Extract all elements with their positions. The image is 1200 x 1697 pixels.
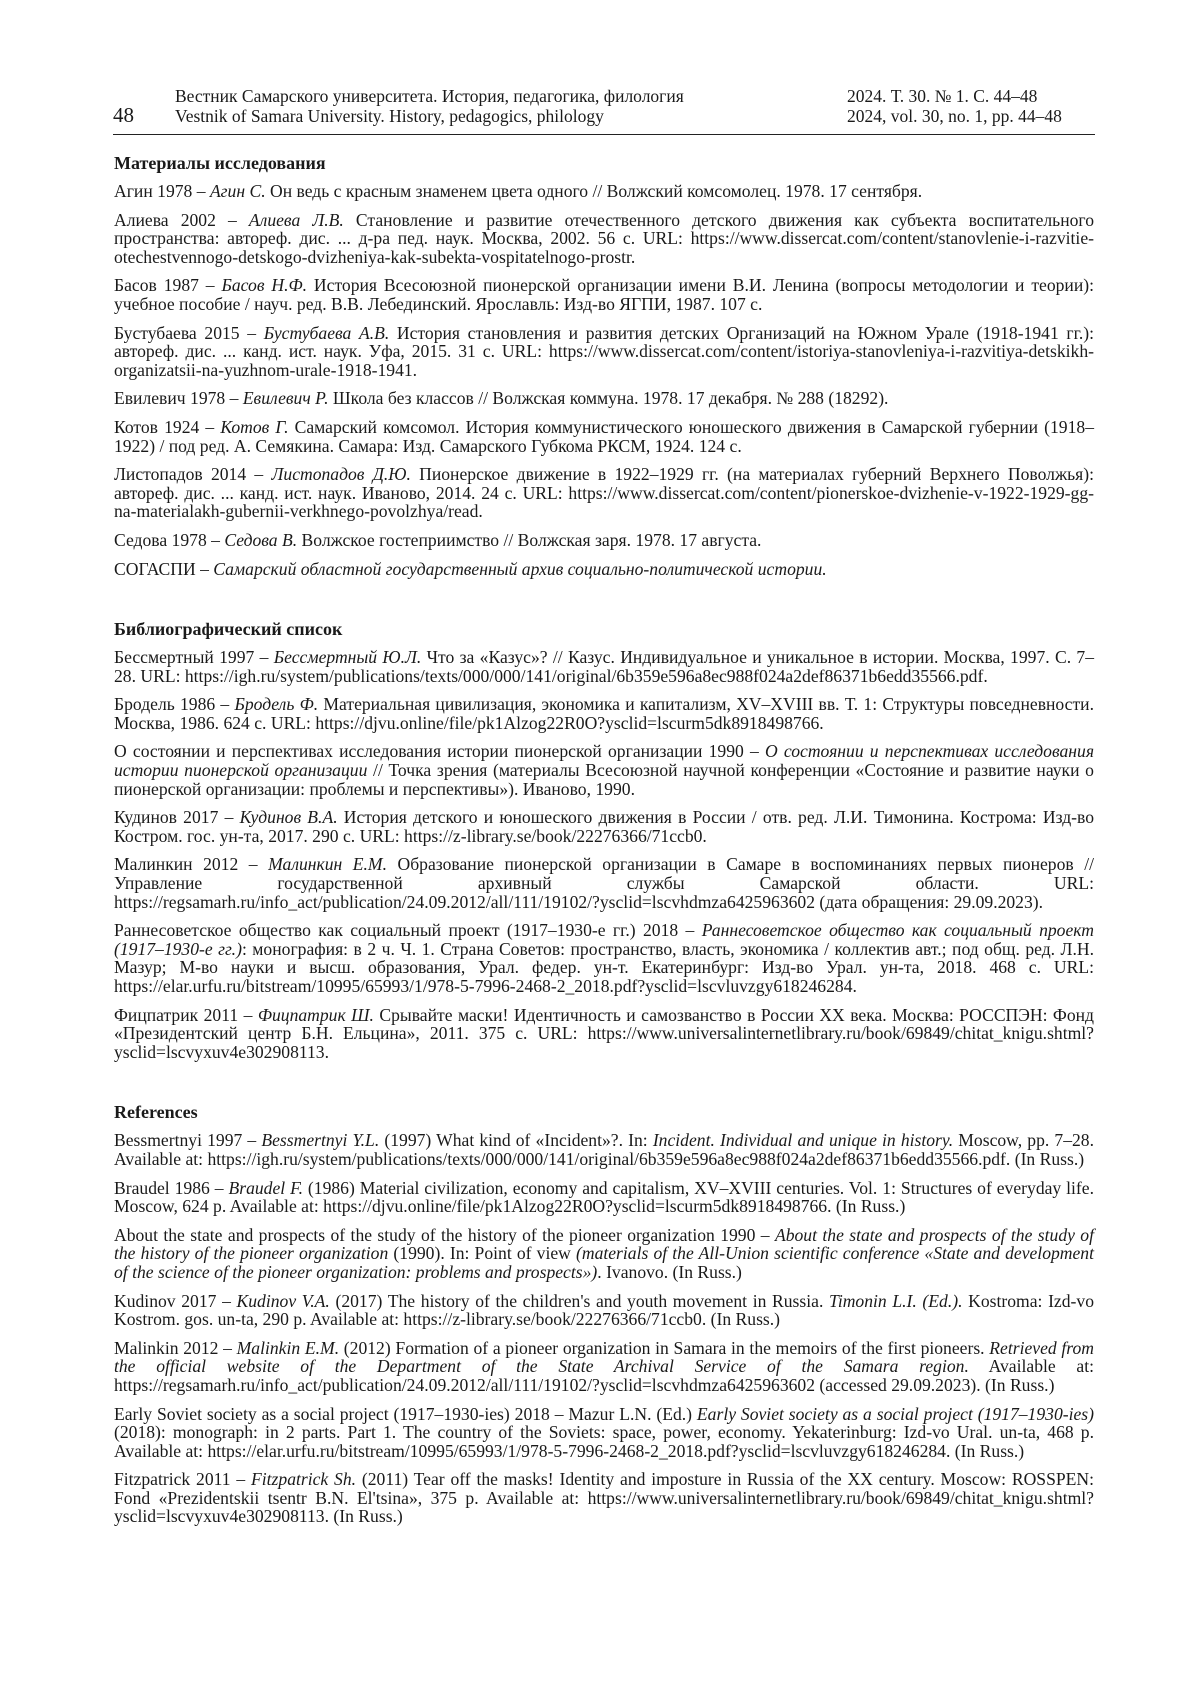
section-title: References: [114, 1102, 198, 1123]
reference-entry: [114, 465, 1094, 521]
issue-info-ru: 2024. Т. 30. № 1. С. 44–48: [847, 86, 1038, 106]
reference-text: СОГАСПИ –: [114, 558, 214, 579]
journal-title: [175, 86, 684, 126]
reference-text: Фицпатрик 2011 –: [114, 1004, 258, 1025]
reference-italic-text: Фицпатрик Ш.: [257, 1004, 374, 1025]
reference-text: (1990). In: Point of view: [388, 1243, 576, 1264]
reference-text: Bessmertnyi 1997 –: [114, 1130, 262, 1151]
reference-entry: [114, 808, 1094, 845]
reference-entry: [114, 560, 1094, 579]
reference-italic-text: Агин С.: [209, 181, 266, 201]
section-title: Материалы исследования: [114, 153, 326, 173]
reference-text: About the state and prospects of the study of the history of the pioneer organization 1990 –: [114, 1224, 775, 1245]
reference-text: Moscow, pp. 7–28. Available at: https://igh.ru/system/publications/texts/000/000/141/original/6b359e596a8ec988f024a2def86371b6edd35566.pdf. (In Russ.): [114, 1130, 1094, 1169]
reference-text: (2012) Formation of a pioneer organization in Samara in the memoirs of the first pioneers.: [339, 1337, 990, 1358]
reference-entry: [114, 1226, 1094, 1282]
reference-italic-text: Braudel F.: [228, 1177, 303, 1198]
reference-entry: [114, 389, 1094, 408]
reference-italic-text: About the state and prospects of the study of the history of the pioneer organization: [114, 1224, 1094, 1264]
reference-italic-text: Котов Г.: [220, 416, 289, 437]
reference-text: Бродель 1986 –: [114, 694, 235, 715]
reference-text: Агин 1978 –: [114, 181, 210, 201]
reference-italic-text: Раннесоветское общество как социальный проект (1917–1930-е гг.): [114, 920, 1094, 959]
reference-text: Что за «Казус»? // Казус. Индивидуальное и уникальное в истории. Москва, 1997. С. 7–28. URL: https://igh.ru/system/publications/texts/000/000/141/original/6b359e596a8ec988f024a2def86371b6edd35566.pdf.: [114, 647, 1094, 686]
reference-italic-text: Евилевич Р.: [242, 388, 329, 409]
reference-text: Fitzpatrick 2011 –: [114, 1469, 252, 1490]
reference-text: Малинкин 2012 –: [114, 854, 269, 875]
reference-text: История становления и развития детских Организаций на Южном Урале (1918-1941 гг.): автореф. дис. ... канд. ист. наук. Уфа, 2015. 31 с. URL: https://www.dissercat.com/content/istoriya-stanovleniya-i-razvitiya-detskikh-organizatsii-na-yuzhnom-urale-1918-1941.: [114, 322, 1094, 380]
reference-italic-text: Bessmertnyi Y.L.: [261, 1130, 380, 1151]
reference-text: Волжское гостеприимство // Волжская заря. 1978. 17 августа.: [297, 529, 762, 550]
reference-italic-text: Kudinov V.A.: [236, 1290, 330, 1311]
journal-title-en: Vestnik of Samara University. History, pedagogics, philology: [175, 106, 604, 126]
reference-entry: [114, 921, 1094, 995]
reference-text: Алиева 2002 –: [114, 209, 249, 230]
reference-text: Раннесоветское общество как социальный проект (1917–1930-е гг.) 2018 –: [114, 920, 702, 941]
reference-italic-text: Malinkin E.M.: [236, 1337, 340, 1358]
reference-italic-text: Алиева Л.В.: [248, 209, 344, 230]
reference-italic-text: Листопадов Д.Ю.: [271, 464, 411, 485]
section-title: Библиографический список: [114, 619, 343, 640]
reference-entry: [114, 276, 1094, 313]
reference-text: Бустубаева 2015 –: [114, 322, 264, 343]
reference-italic-text: Бессмертный Ю.Л.: [273, 647, 422, 668]
reference-text: Кудинов 2017 –: [114, 807, 240, 828]
reference-italic-text: Самарский областной государственный архив социально-политической истории.: [213, 558, 827, 579]
reference-text: История детского и юношеского движения в России / отв. ред. Л.И. Тимонина. Кострома: Изд-во Костром. гос. ун-та, 2017. 290 с. URL: https://z-library.se/book/22276366/71ccb0.: [114, 807, 1094, 846]
page-number: 48: [113, 103, 134, 127]
issue-info: [847, 86, 1062, 126]
reference-entry: [114, 1006, 1094, 1062]
reference-text: О состоянии и перспективах исследования истории пионерской организации 1990 –: [114, 741, 765, 762]
reference-entry: [114, 418, 1094, 455]
reference-italic-text: Early Soviet society as a social project (1917–1930-ies): [696, 1403, 1095, 1424]
reference-text: Листопадов 2014 –: [114, 464, 272, 485]
reference-text: Становление и развитие отечественного детского движения как субъекта воспитательного пространства: автореф. дис. ... д-ра пед. наук. Москва, 2002. 56 с. URL: https://www.dissercat.com/content/stanovlenie-i-razvitie-otechestvennogo-detskogo-dvizheniya-kak-subekta-vospitatelnogo-prostr.: [114, 209, 1094, 267]
reference-entry: [114, 1131, 1094, 1168]
reference-text: Материальная цивилизация, экономика и капитализм, XV–XVIII вв. Т. 1: Структуры повседневности. Москва, 1986. 624 с. URL: https://djvu.online/file/pk1Alzog22R0O?ysclid=lscurm5dk8918498766.: [114, 694, 1094, 733]
reference-entry: [114, 648, 1094, 685]
reference-text: Malinkin 2012 –: [114, 1337, 237, 1358]
reference-text: . Ivanovo. (In Russ.): [597, 1261, 742, 1282]
reference-entry: [114, 324, 1094, 380]
reference-italic-text: Седова В.: [224, 529, 298, 550]
reference-italic-text: Бустубаева А.В.: [263, 322, 390, 343]
reference-entry: [114, 1339, 1094, 1395]
reference-entry: [114, 742, 1094, 798]
reference-entry: [114, 1470, 1094, 1526]
references-section: [114, 1101, 1094, 1526]
running-header: [113, 86, 1095, 135]
journal-title-ru: Вестник Самарского университета. История, педагогика, филология: [175, 86, 684, 106]
reference-text: Басов 1987 –: [114, 275, 222, 296]
reference-text: Школа без классов // Волжская коммуна. 1978. 17 декабря. № 288 (18292).: [328, 388, 889, 409]
reference-text: Kostroma: Izd-vo Kostrom. gos. un-ta, 290 p. Available at: https://z-library.se/book/22276366/71ccb0. (In Russ.): [114, 1290, 1094, 1330]
reference-italic-text: (materials of the All-Union scientific conference «State and development of the science of the pioneer organization: problems and prospects»): [114, 1243, 1094, 1282]
reference-text: Самарский комсомол. История коммунистического юношеского движения в Самарской губернии (1918–1922) / под ред. А. Семякина. Самара: Изд. Самарского Губкома РКСМ, 1924. 124 с.: [114, 416, 1094, 456]
reference-italic-text: Fitzpatrick Sh.: [251, 1469, 357, 1490]
issue-info-en: 2024, vol. 30, no. 1, pp. 44–48: [847, 106, 1062, 126]
reference-italic-text: Басов Н.Ф.: [221, 275, 308, 296]
reference-entry: [114, 855, 1094, 911]
reference-italic-text: Бродель Ф.: [234, 694, 319, 715]
reference-text: (1986) Material civilization, economy and capitalism, XV–XVIII centuries. Vol. 1: Structures of everyday life. Moscow, 624 p. Available at: https://djvu.online/file/pk1Alzog22R0O?ysclid=lscurm5dk8918498766. (In Russ.): [114, 1177, 1094, 1217]
reference-entry: [114, 1405, 1094, 1461]
reference-entry: [114, 182, 1094, 201]
reference-text: // Точка зрения (материалы Всесоюзной научной конференции «Состояние и развитие науки о пионерской организации: проблемы и перспективы»). Иваново, 1990.: [114, 760, 1094, 799]
reference-entry: [114, 531, 1094, 550]
reference-text: Срывайте маски! Идентичность и самозванство в России XX века. Москва: РОССПЭН: Фонд «Президентский центр Б.Н. Ельцина», 2011. 375 с. URL: https://www.universalinternetlibrary.ru/book/69849/chitat_knigu.shtml?ysclid=lscvyxuv4e302908113.: [114, 1004, 1094, 1062]
reference-italic-text: Кудинов В.А.: [239, 807, 338, 828]
reference-text: Пионерское движение в 1922–1929 гг. (на материалах губерний Верхнего Поволжья): автореф. дис. ... канд. ист. наук. Иваново, 2014. 24 с. URL: https://www.dissercat.com/content/pionerskoe-dvizhenie-v-1922-1929-gg-na-materialakh-gubernii-verkhnego-povolzhya/read.: [114, 464, 1094, 522]
reference-text: Available at: https://regsamarh.ru/info_act/publication/24.09.2012/all/111/19102/?ysclid=lscvhdmza6425963602 (accessed 29.09.2023). (In Russ.): [114, 1356, 1094, 1395]
reference-entry: [114, 211, 1094, 267]
reference-text: Braudel 1986 –: [114, 1177, 229, 1198]
reference-text: Он ведь с красным знаменем цвета одного // Волжский комсомолец. 1978. 17 сентября.: [265, 181, 923, 201]
reference-text: (2018): monograph: in 2 parts. Part 1. The country of the Soviets: space, power, economy. Yekaterinburg: Izd-vo Ural. un-ta, 468 p. Available at: https://elar.urfu.ru/bitstream/10995/65993/1/978-5-7996-2468-2_2018.pdf?ysclid=lscvluvzgy618246284. (In Russ.): [114, 1422, 1094, 1461]
reference-italic-text: Timonin L.I. (Ed.).: [829, 1290, 963, 1311]
reference-text: Бессмертный 1997 –: [114, 647, 274, 668]
reference-entry: [114, 1179, 1094, 1216]
bibliography-section: [114, 618, 1094, 1061]
reference-text: Образование пионерской организации в Самаре в воспоминаниях первых пионеров // Управление государственной архивный службы Самарской области. URL: https://regsamarh.ru/info_act/publication/24.09.2012/all/111/19102/?ysclid=lscvhdmza6425963602 (дата обращения: 29.09.2023).: [114, 854, 1094, 912]
reference-lists: [114, 152, 1094, 1566]
reference-text: История Всесоюзной пионерской организации имени В.И. Ленина (вопросы методологии и теории): учебное пособие / науч. ред. В.В. Лебединский. Ярославль: Изд-во ЯГПИ, 1987. 107 с.: [114, 275, 1094, 314]
research-materials-section: [114, 152, 1094, 578]
reference-text: Early Soviet society as a social project (1917–1930-ies) 2018 – Mazur L.N. (Ed.): [114, 1403, 697, 1424]
reference-text: Kudinov 2017 –: [114, 1290, 237, 1311]
reference-italic-text: Incident. Individual and unique in history.: [652, 1130, 954, 1151]
reference-text: Седова 1978 –: [114, 529, 225, 550]
reference-text: : монография: в 2 ч. Ч. 1. Страна Советов: пространство, власть, экономика / коллектив авт.; под общ. ред. Л.Н. Мазур; М-во науки и высш. образования, Урал. федер. ун-т. Екатеринбург: Изд-во Урал. ун-та, 2018. 468 с. URL: https://elar.urfu.ru/bitstream/10995/65993/1/978-5-7996-2468-2_2018.pdf?ysclid=lscvluvzgy618246284.: [114, 938, 1094, 996]
reference-entry: [114, 695, 1094, 732]
reference-text: (1997) What kind of «Incident»?. In:: [379, 1130, 653, 1151]
reference-italic-text: О состоянии и перспективах исследования истории пионерской организации: [114, 741, 1094, 781]
reference-text: Котов 1924 –: [114, 416, 221, 437]
reference-entry: [114, 1292, 1094, 1329]
reference-italic-text: Малинкин Е.М.: [268, 854, 387, 875]
reference-italic-text: Retrieved from the official website of the Department of the State Archival Service of the Samara region.: [114, 1337, 1095, 1377]
reference-text: (2011) Tear off the masks! Identity and imposture in Russia of the XX century. Moscow: ROSSPEN: Fond «Prezidentskii tsentr B.N. El'tsina», 375 p. Available at: https://www.universalinternetlibrary.ru/book/69849/chitat_knigu.shtml?ysclid=lscvyxuv4e302908113. (In Russ.): [114, 1469, 1094, 1527]
reference-text: Евилевич 1978 –: [114, 388, 243, 409]
reference-text: (2017) The history of the children's and youth movement in Russia.: [329, 1290, 829, 1311]
